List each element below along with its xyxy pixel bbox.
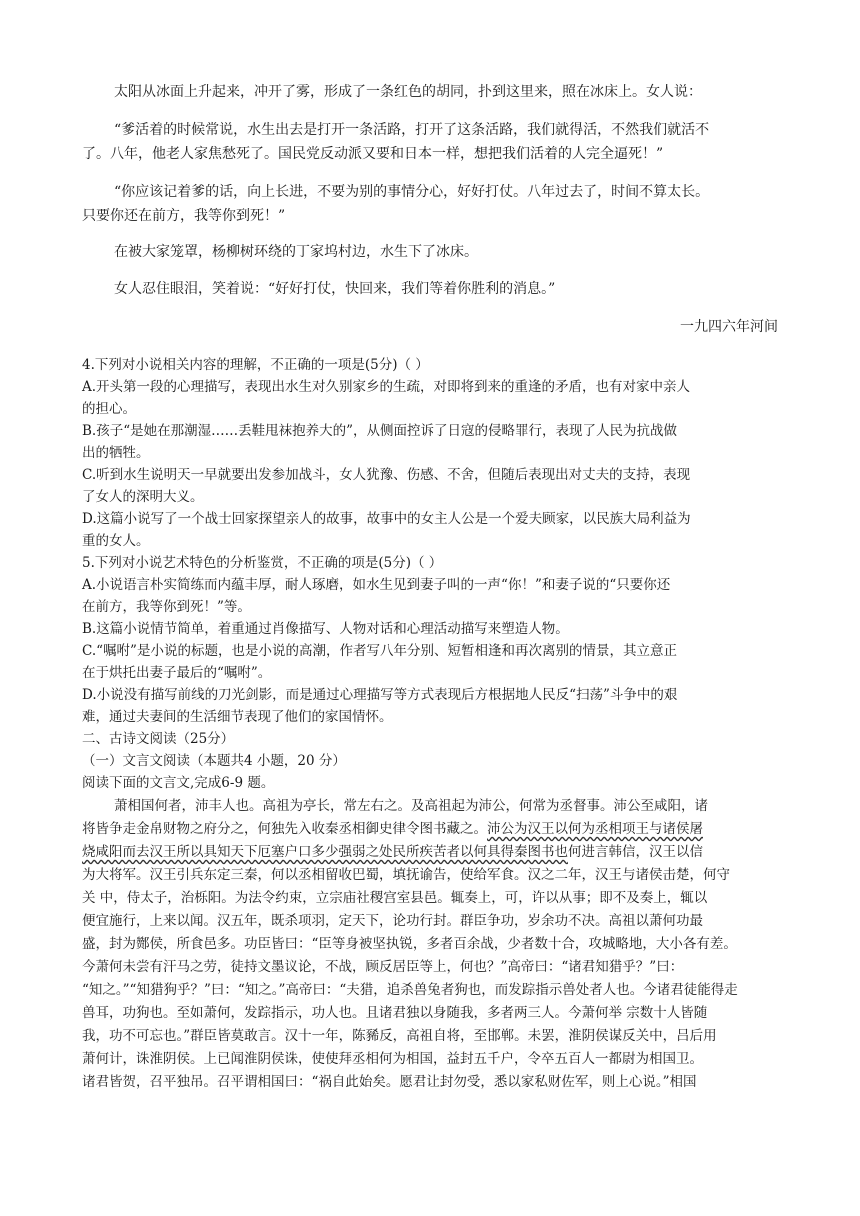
classical-text-line-3 [82,841,703,863]
underlined-sentence-part-1: 沛公为汉王以何为丞相项王与诸侯屠 [487,821,703,837]
classical-text-line-8: 今萧何未尝有汗马之劳，徒持文墨议论，不战，顾反居臣等上，何也？”高帝曰：“诸君知猎乎？”曰： [82,959,684,975]
story-signature: 一九四六年河间 [680,319,778,335]
classical-text-line-13: 诸君皆贺，召平独吊。召平谓相国曰：“祸自此始矣。愿君让封勿受，悉以家私财佐军，则上心说。”相国 [82,1074,697,1090]
question-5-option-d-line-2: 难，通过夫妻间的生活细节表现了他们的家国情怀。 [82,709,393,725]
question-5-option-d-line-1: D.小说没有描写前线的刀光剑影，而是通过心理描写等方式表现后方根据地人民反“扫荡”斗争中的艰 [82,687,678,703]
story-paragraph-1: 太阳从冰面上升起来，冲开了雾，形成了一条红色的胡同，扑到这里来，照在冰床上。女人说： [114,84,702,100]
classical-text-line-1: 萧相国何者，沛丰人也。高祖为亭长，常左右之。及高祖起为沛公，何常为丞督事。沛公至咸阳，诸 [114,798,708,814]
story-paragraph-2-line-2: 了。八年，他老人家焦愁死了。国民党反动派又要和日本一样，想把我们活着的人完全逼死！” [82,146,664,162]
story-paragraph-3-line-2: 只要你还在前方，我等你到死！” [82,208,286,224]
question-4-option-d-line-2: 重的女人。 [82,533,150,549]
classical-text-line-10: 兽耳，功狗也。至如萧何，发踪指示，功人也。且诸君独以身随我，多者两三人。今萧何举 宗数十人皆随 [82,1005,708,1021]
classical-text-line-7: 盛，封为酂侯，所食邑多。功臣皆曰：“臣等身被坚执锐，多者百余战，少者数十合，攻城略地，大小各有差。 [82,936,737,952]
classical-text-line-2-plain: 将皆争走金帛财物之府分之，何独先入收秦丞相御史律令图书藏之。 [82,821,487,837]
question-5-option-c-line-1: C.“嘱咐”是小说的标题，也是小说的高潮，作者写八年分别、短暂相逢和再次离别的情景，其立意正 [82,643,677,659]
question-5-option-c-line-2: 在于烘托出妻子最后的“嘱咐”。 [82,665,272,681]
question-4-option-b-line-2: 出的牺牲。 [82,445,150,461]
question-4-option-c-line-2: 了女人的深明大义。 [82,489,204,505]
classical-text-line-4: 为大将军。汉王引兵东定三秦，何以丞相留收巴蜀，填抚谕告，使给军食。汉之二年，汉王与诸侯击楚，何守 [82,867,730,883]
classical-text-line-5: 关 中，侍太子，治栎阳。为法令约束，立宗庙社稷宫室县邑。辄奏上，可，许以从事；即不及奏上，辄以 [82,890,708,906]
question-4-option-b-line-1: B.孩子“是她在那潮湿……丢鞋甩袜抱养大的”，从侧面控诉了日寇的侵略罪行，表现了人民为抗战做 [82,423,678,439]
question-4-option-a-line-2: 的担心。 [82,401,136,417]
question-5-option-a-line-2: 在前方，我等你到死！”等。 [82,599,251,615]
section-2-subtitle: （一）文言文阅读（本题共4 小题，20 分） [82,753,346,769]
question-5-option-b: B.这篇小说情节简单，着重通过肖像描写、人物对话和心理活动描写来塑造人物。 [82,621,569,637]
question-4-option-c-line-1: C.听到水生说明天一早就要出发参加战斗，女人犹豫、伤感、不舍，但随后表现出对丈夫的支持，表现 [82,467,691,483]
section-2-title: 二、古诗文阅读（25分） [82,731,235,747]
classical-text-line-3-plain: 何进言韩信，汉王以信 [568,844,703,860]
classical-text-line-2 [82,818,703,840]
underlined-sentence-part-2: 烧咸阳而去汉王所以具知天下厄塞户口多少强弱之处民所疾苦者以何具得秦图书也 [82,844,568,860]
section-2-instruction: 阅读下面的文言文,完成6-9 题。 [82,775,275,791]
story-paragraph-4: 在被大家笼罩，杨柳树环绕的丁家坞村边，水生下了冰床。 [114,244,478,260]
question-4-stem: 4.下列对小说相关内容的理解，不正确的一项是(5分)（ ） [82,357,429,373]
question-5-stem: 5.下列对小说艺术特色的分析鉴赏，不正确的项是(5分)（ ） [82,555,443,571]
classical-text-line-6: 便宜施行，上来以闻。汉五年，既杀项羽，定天下，论功行封。群臣争功，岁余功不决。高祖以萧何功最 [82,913,703,929]
classical-text-line-12: 萧何计，诛淮阴侯。上已闻淮阴侯诛，使使拜丞相何为相国，益封五千户，令卒五百人一都尉为相国卫。 [82,1051,703,1067]
question-4-option-d-line-1: D.这篇小说写了一个战士回家探望亲人的故事，故事中的女主人公是一个爱夫顾家，以民族大局利益为 [82,511,691,527]
story-paragraph-3-line-1: “你应该记着爹的话，向上长进，不要为别的事情分心，好好打仗。八年过去了，时间不算太长。 [114,184,710,200]
question-5-option-a-line-1: A.小说语言朴实简练而内蕴丰厚，耐人琢磨，如水生见到妻子叫的一声“你！”和妻子说的“只要你还 [82,577,671,593]
story-paragraph-5: 女人忍住眼泪，笑着说：“好好打仗，快回来，我们等着你胜利的消息。” [114,281,556,297]
classical-text-line-9: “知之。”“知猎狗乎？”曰：“知之。”高帝曰：“夫猎，追杀兽兔者狗也，而发踪指示兽处者人也。今诸君徒能得走 [82,982,738,998]
story-paragraph-2-line-1: “爹活着的时候常说，水生出去是打开一条活路，打开了这条活路，我们就得活，不然我们就活不 [114,122,710,138]
classical-text-line-11: 我，功不可忘也。”群臣皆莫敢言。汉十一年，陈豨反，高祖自将，至邯郸。未罢，淮阴侯谋反关中，吕后用 [82,1028,717,1044]
question-4-option-a-line-1: A.开头第一段的心理描写，表现出水生对久别家乡的生疏，对即将到来的重逢的矛盾，也有对家中亲人 [82,379,691,395]
